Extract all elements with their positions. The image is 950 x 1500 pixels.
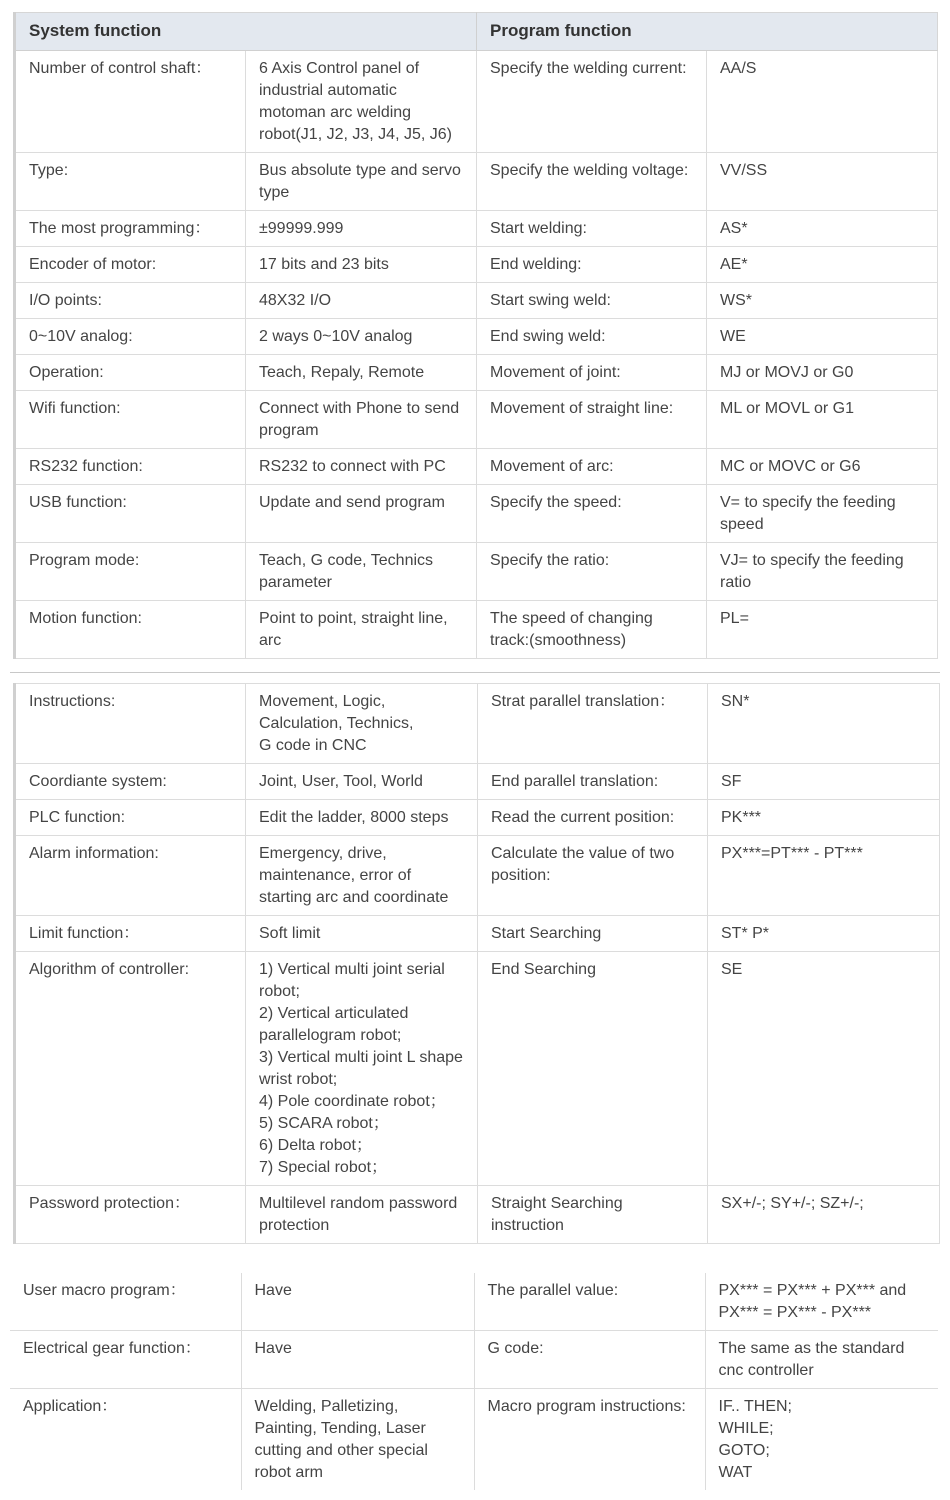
system-label: RS232 function: (15, 449, 246, 485)
program-label: Read the current position: (478, 800, 708, 836)
program-label: Calculate the value of two position: (478, 836, 708, 916)
table-row (15, 684, 940, 764)
table-row (15, 283, 938, 319)
program-label: End swing weld: (477, 319, 707, 355)
spec-table-3 (10, 1273, 938, 1490)
system-label: 0~10V analog: (15, 319, 246, 355)
program-label: Movement of joint: (477, 355, 707, 391)
system-value: Connect with Phone to send program (246, 391, 477, 449)
system-label: Coordiante system: (15, 764, 246, 800)
program-value: PK*** (708, 800, 940, 836)
program-value: MC or MOVC or G6 (707, 449, 938, 485)
table-row (15, 485, 938, 543)
spec-table-2 (13, 683, 940, 1244)
program-label: Strat parallel translation： (478, 684, 708, 764)
system-label: Motion function: (15, 601, 246, 659)
table-row (15, 800, 940, 836)
program-value: SF (708, 764, 940, 800)
table-row (15, 836, 940, 916)
table-row (15, 51, 938, 153)
program-label: The parallel value: (474, 1273, 705, 1331)
divider (10, 672, 940, 673)
program-label: Specify the speed: (477, 485, 707, 543)
program-label: End welding: (477, 247, 707, 283)
system-label: Instructions: (15, 684, 246, 764)
system-value: Update and send program (246, 485, 477, 543)
system-label: Electrical gear function： (10, 1331, 241, 1389)
system-function-header: System function (15, 13, 477, 51)
table-row (15, 601, 938, 659)
program-label: The speed of changing track:(smoothness) (477, 601, 707, 659)
table-row (15, 211, 938, 247)
table-row (15, 153, 938, 211)
system-value: Teach, Repaly, Remote (246, 355, 477, 391)
program-value: IF.. THEN; WHILE; GOTO; WAT (705, 1389, 938, 1491)
program-label: Straight Searching instruction (478, 1186, 708, 1244)
program-label: Specify the welding current: (477, 51, 707, 153)
system-value: Multilevel random password protection (246, 1186, 478, 1244)
table-row (15, 319, 938, 355)
program-value: AS* (707, 211, 938, 247)
system-value: RS232 to connect with PC (246, 449, 477, 485)
table-row (15, 391, 938, 449)
system-value: ±99999.999 (246, 211, 477, 247)
system-value: 17 bits and 23 bits (246, 247, 477, 283)
program-value: PL= (707, 601, 938, 659)
table-row (10, 1331, 938, 1389)
spec-table-1 (13, 12, 938, 659)
system-label: Operation: (15, 355, 246, 391)
program-value: PX***=PT*** - PT*** (708, 836, 940, 916)
table-row (15, 355, 938, 391)
program-value: WE (707, 319, 938, 355)
program-label: Movement of straight line: (477, 391, 707, 449)
program-label: Movement of arc: (477, 449, 707, 485)
system-label: Program mode: (15, 543, 246, 601)
table-row (10, 1273, 938, 1331)
program-label: Specify the ratio: (477, 543, 707, 601)
program-value: SN* (708, 684, 940, 764)
system-value: Joint, User, Tool, World (246, 764, 478, 800)
system-label: Encoder of motor: (15, 247, 246, 283)
program-label: Start swing weld: (477, 283, 707, 319)
program-label: Start Searching (478, 916, 708, 952)
system-value: Soft limit (246, 916, 478, 952)
program-label: G code: (474, 1331, 705, 1389)
table-row (15, 543, 938, 601)
program-label: Macro program instructions: (474, 1389, 705, 1491)
system-label: The most programming： (15, 211, 246, 247)
program-label: End Searching (478, 952, 708, 1186)
system-label: Number of control shaft： (15, 51, 246, 153)
table-row (15, 449, 938, 485)
program-value: WS* (707, 283, 938, 319)
program-function-header: Program function (477, 13, 938, 51)
system-label: Password protection： (15, 1186, 246, 1244)
program-label: End parallel translation: (478, 764, 708, 800)
system-label: Alarm information: (15, 836, 246, 916)
program-value: V= to specify the feeding speed (707, 485, 938, 543)
table-row (15, 916, 940, 952)
program-value: SE (708, 952, 940, 1186)
system-value: Bus absolute type and servo type (246, 153, 477, 211)
table-row (15, 247, 938, 283)
system-label: USB function: (15, 485, 246, 543)
system-label: User macro program： (10, 1273, 241, 1331)
program-value: PX*** = PX*** + PX*** and PX*** = PX*** - PX*** (705, 1273, 938, 1331)
system-label: Type: (15, 153, 246, 211)
program-value: VJ= to specify the feeding ratio (707, 543, 938, 601)
program-value: MJ or MOVJ or G0 (707, 355, 938, 391)
program-value: ST* P* (708, 916, 940, 952)
program-label: Specify the welding voltage: (477, 153, 707, 211)
system-label: Application： (23, 1398, 118, 1415)
system-label: Wifi function: (15, 391, 246, 449)
program-value: AA/S (707, 51, 938, 153)
table-row (10, 1389, 938, 1491)
table-row (15, 764, 940, 800)
system-value: 1) Vertical multi joint serial robot; 2) Vertical articulated parallelogram robot; 3) Vertical multi joint L shape wrist robot; 4) Pole coordinate robot； 5) SCARA robot； 6) Delta robot； 7) Special robot； (246, 952, 478, 1186)
system-label: I/O points: (15, 283, 246, 319)
system-label: PLC function: (15, 800, 246, 836)
program-label: Start welding: (477, 211, 707, 247)
system-value: Point to point, straight line, arc (246, 601, 477, 659)
table-row (15, 1186, 940, 1244)
system-value: Have (241, 1331, 474, 1389)
system-value: Emergency, drive, maintenance, error of starting arc and coordinate (246, 836, 478, 916)
system-value: Movement, Logic, Calculation, Technics, G code in CNC (246, 684, 478, 764)
system-value: Edit the ladder, 8000 steps (246, 800, 478, 836)
system-value: 48X32 I/O (246, 283, 477, 319)
program-value: AE* (707, 247, 938, 283)
program-value: VV/SS (707, 153, 938, 211)
system-value: 2 ways 0~10V analog (246, 319, 477, 355)
system-value: Welding, Palletizing, Painting, Tending, Laser cutting and other special robot arm (241, 1389, 474, 1491)
program-value: SX+/-; SY+/-; SZ+/-; (708, 1186, 940, 1244)
system-value: 6 Axis Control panel of industrial automatic motoman arc welding robot(J1, J2, J3, J4, J5, J6) (246, 51, 477, 153)
program-value: The same as the standard cnc controller (705, 1331, 938, 1389)
system-label: Limit function： (15, 916, 246, 952)
system-label: Algorithm of controller: (15, 952, 246, 1186)
system-value: Teach, G code, Technics parameter (246, 543, 477, 601)
program-value: ML or MOVL or G1 (707, 391, 938, 449)
table-row (15, 952, 940, 1186)
system-value: Have (241, 1273, 474, 1331)
